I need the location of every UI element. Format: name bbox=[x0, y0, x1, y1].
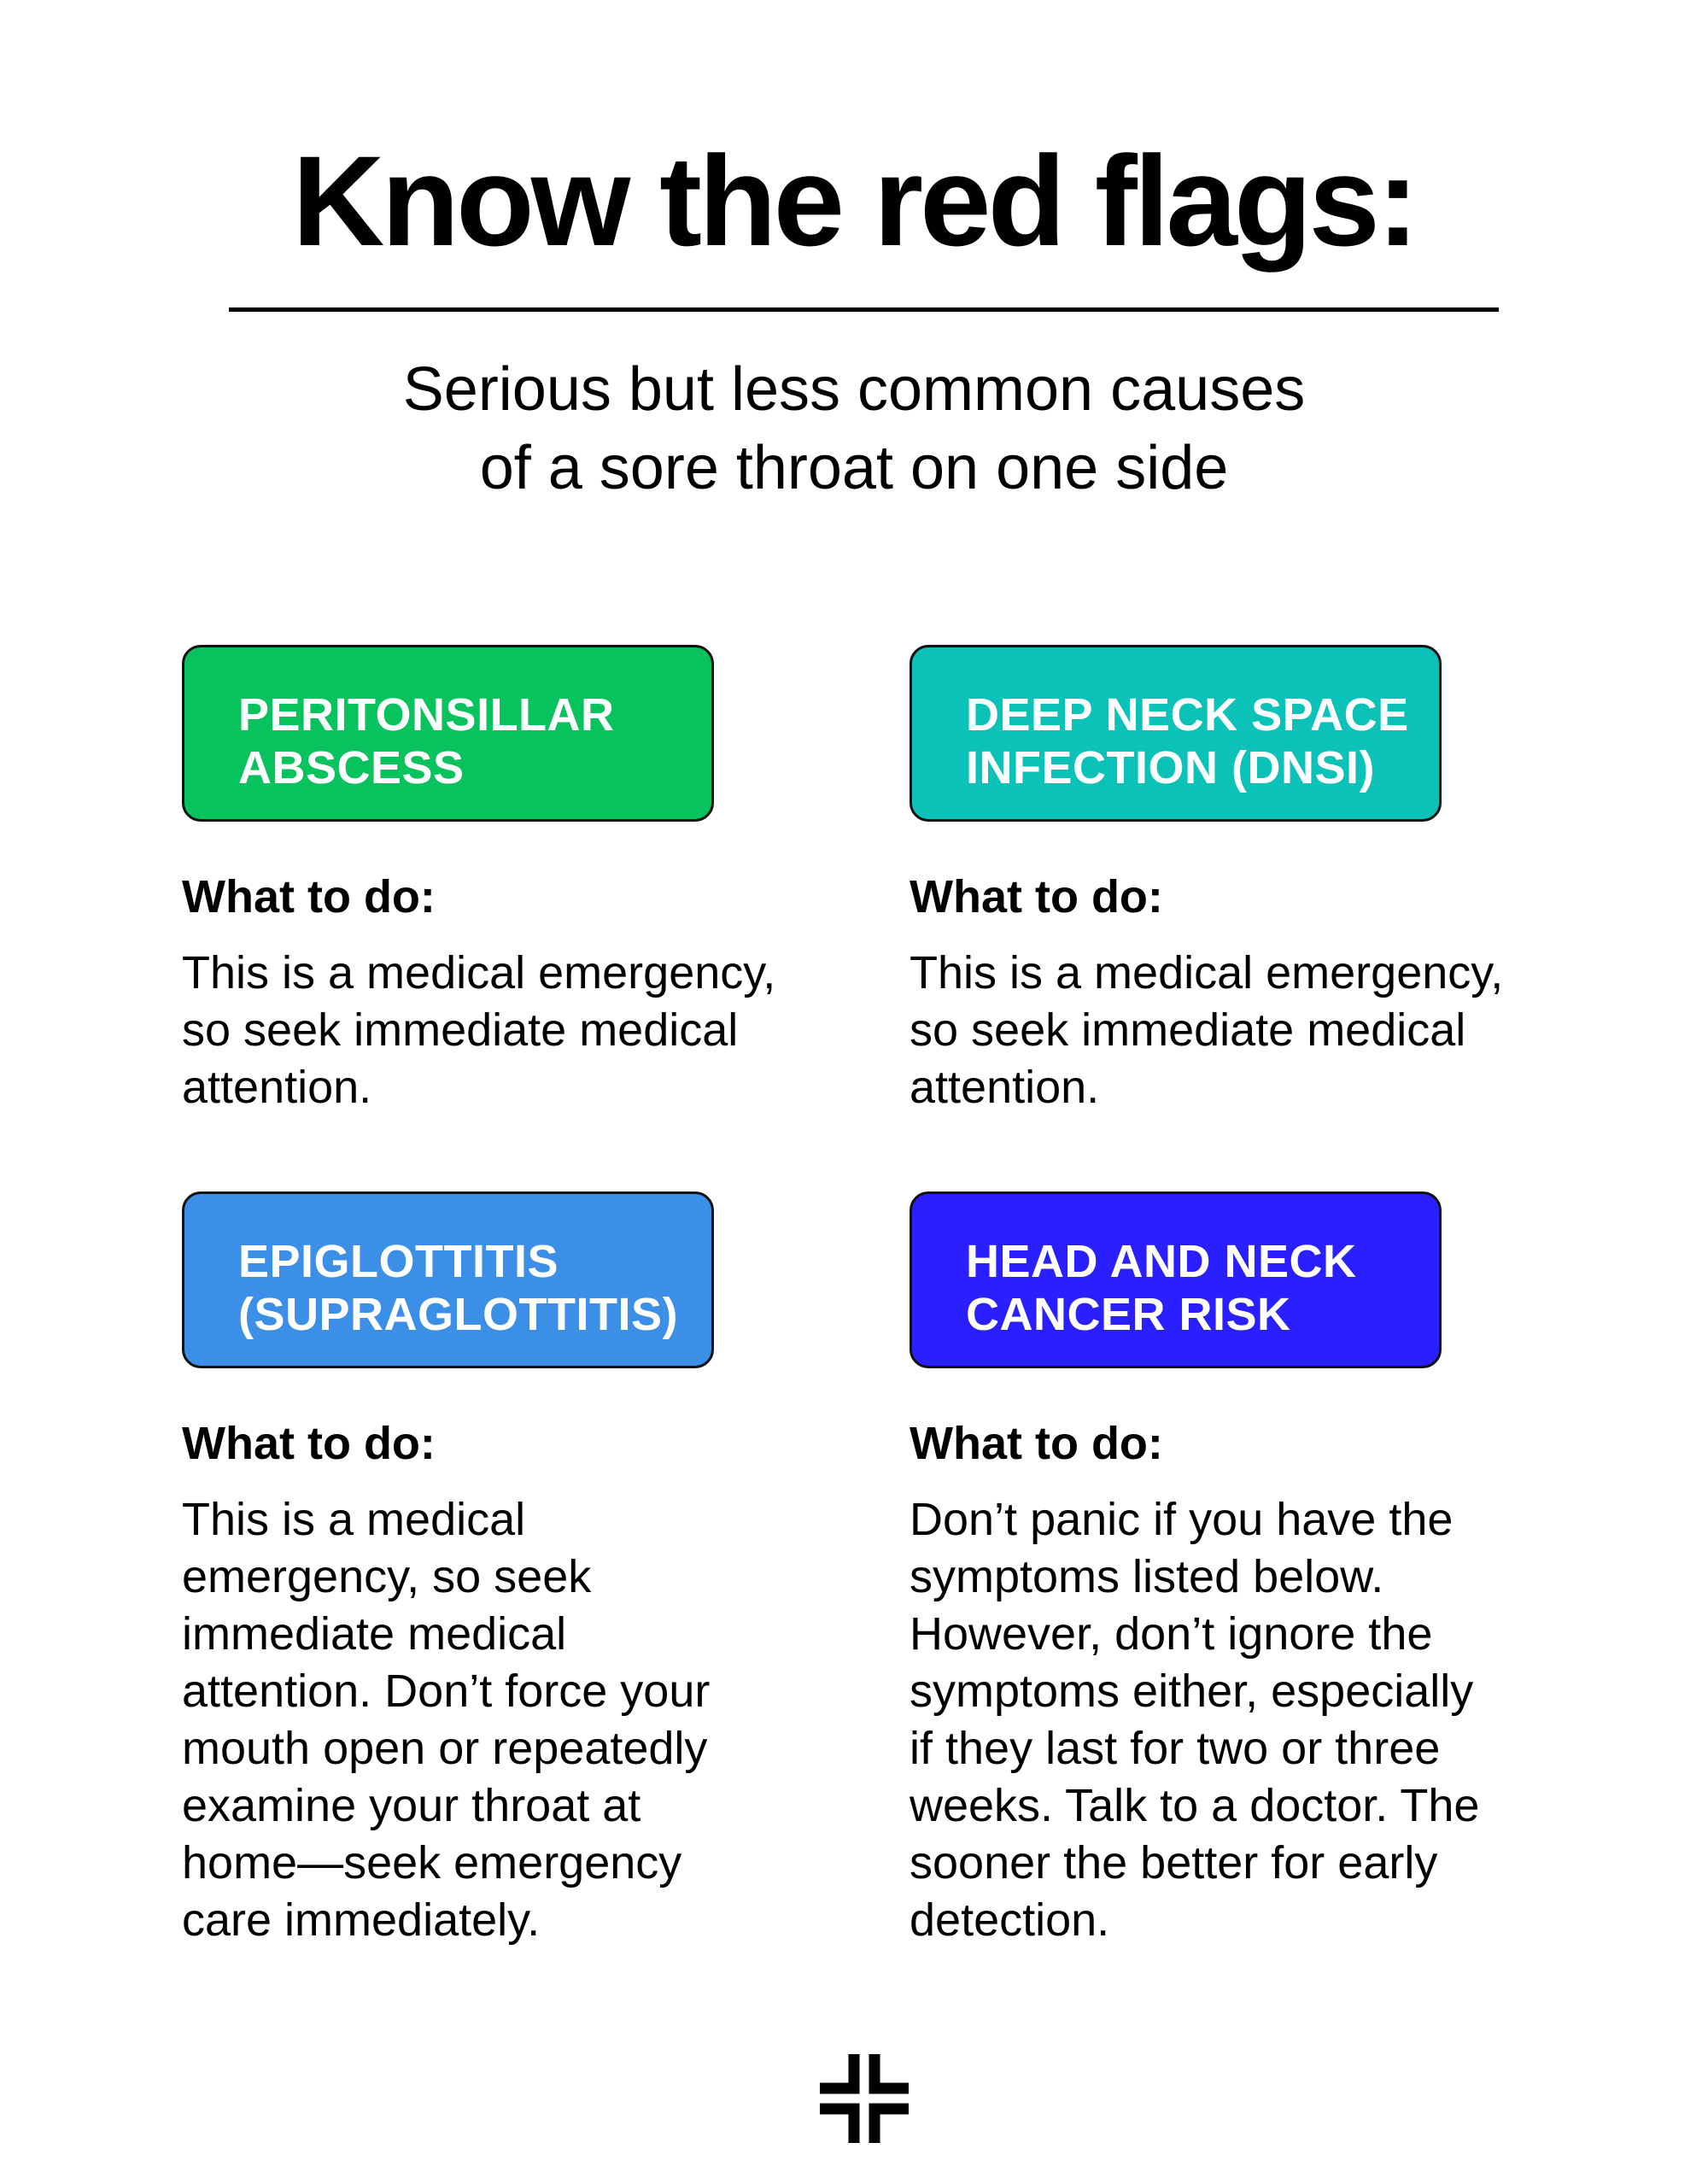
badge-line: ABSCESS bbox=[238, 742, 465, 793]
badge-line: INFECTION (DNSI) bbox=[966, 742, 1375, 793]
advice-line: This is a medical bbox=[182, 1494, 526, 1545]
advice-line: symptoms listed below. bbox=[910, 1551, 1384, 1602]
card-head-and-neck-cancer-risk bbox=[910, 1191, 1661, 1949]
advice-line: examine your throat at bbox=[182, 1780, 641, 1831]
title-divider bbox=[229, 307, 1499, 312]
badge-line: EPIGLOTTITIS bbox=[238, 1236, 559, 1287]
advice-line: symptoms either, especially bbox=[910, 1666, 1474, 1717]
advice-line: so seek immediate medical bbox=[910, 1004, 1466, 1056]
advice-line: sooner the better for early bbox=[910, 1837, 1438, 1888]
badge-line: DEEP NECK SPACE bbox=[966, 689, 1409, 741]
card-peritonsillar-abscess bbox=[182, 645, 933, 1116]
advice-line: immediate medical bbox=[182, 1608, 567, 1660]
medical-cross-logo-icon bbox=[820, 2054, 909, 2143]
advice-text bbox=[910, 945, 1661, 1116]
advice-line: attention. Don’t force your bbox=[182, 1666, 711, 1717]
condition-badge bbox=[182, 645, 714, 822]
advice-line: if they last for two or three bbox=[910, 1723, 1441, 1774]
advice-line: detection. bbox=[910, 1894, 1110, 1946]
advice-line: However, don’t ignore the bbox=[910, 1608, 1433, 1660]
advice-line: attention. bbox=[182, 1062, 372, 1113]
card-epiglottitis bbox=[182, 1191, 933, 1949]
advice-line: This is a medical emergency, bbox=[182, 947, 776, 998]
what-to-do-heading: What to do: bbox=[182, 1418, 436, 1469]
advice-text bbox=[910, 1491, 1661, 1949]
badge-line: CANCER RISK bbox=[966, 1289, 1291, 1340]
card-deep-neck-space-infection bbox=[910, 645, 1661, 1116]
advice-line: so seek immediate medical bbox=[182, 1004, 739, 1056]
condition-badge bbox=[910, 1191, 1442, 1368]
page-subtitle bbox=[0, 350, 1708, 507]
condition-badge bbox=[910, 645, 1442, 822]
advice-line: Don’t panic if you have the bbox=[910, 1494, 1454, 1545]
advice-line: home—seek emergency bbox=[182, 1837, 682, 1888]
advice-line: mouth open or repeatedly bbox=[182, 1723, 708, 1774]
page-title: Know the red flags: bbox=[292, 129, 1416, 272]
what-to-do-heading: What to do: bbox=[910, 871, 1163, 922]
badge-line: HEAD AND NECK bbox=[966, 1236, 1357, 1287]
what-to-do-heading: What to do: bbox=[182, 871, 436, 922]
subtitle-line: of a sore throat on one side bbox=[479, 434, 1229, 502]
advice-line: care immediately. bbox=[182, 1894, 541, 1946]
advice-line: This is a medical emergency, bbox=[910, 947, 1504, 998]
what-to-do-heading: What to do: bbox=[910, 1418, 1163, 1469]
advice-text bbox=[182, 945, 933, 1116]
advice-text bbox=[182, 1491, 933, 1949]
condition-badge bbox=[182, 1191, 714, 1368]
advice-line: attention. bbox=[910, 1062, 1100, 1113]
badge-line: PERITONSILLAR bbox=[238, 689, 615, 741]
subtitle-line: Serious but less common causes bbox=[402, 355, 1306, 424]
advice-line: weeks. Talk to a doctor. The bbox=[910, 1780, 1480, 1831]
badge-line: (SUPRAGLOTTITIS) bbox=[238, 1289, 678, 1340]
advice-line: emergency, so seek bbox=[182, 1551, 592, 1602]
